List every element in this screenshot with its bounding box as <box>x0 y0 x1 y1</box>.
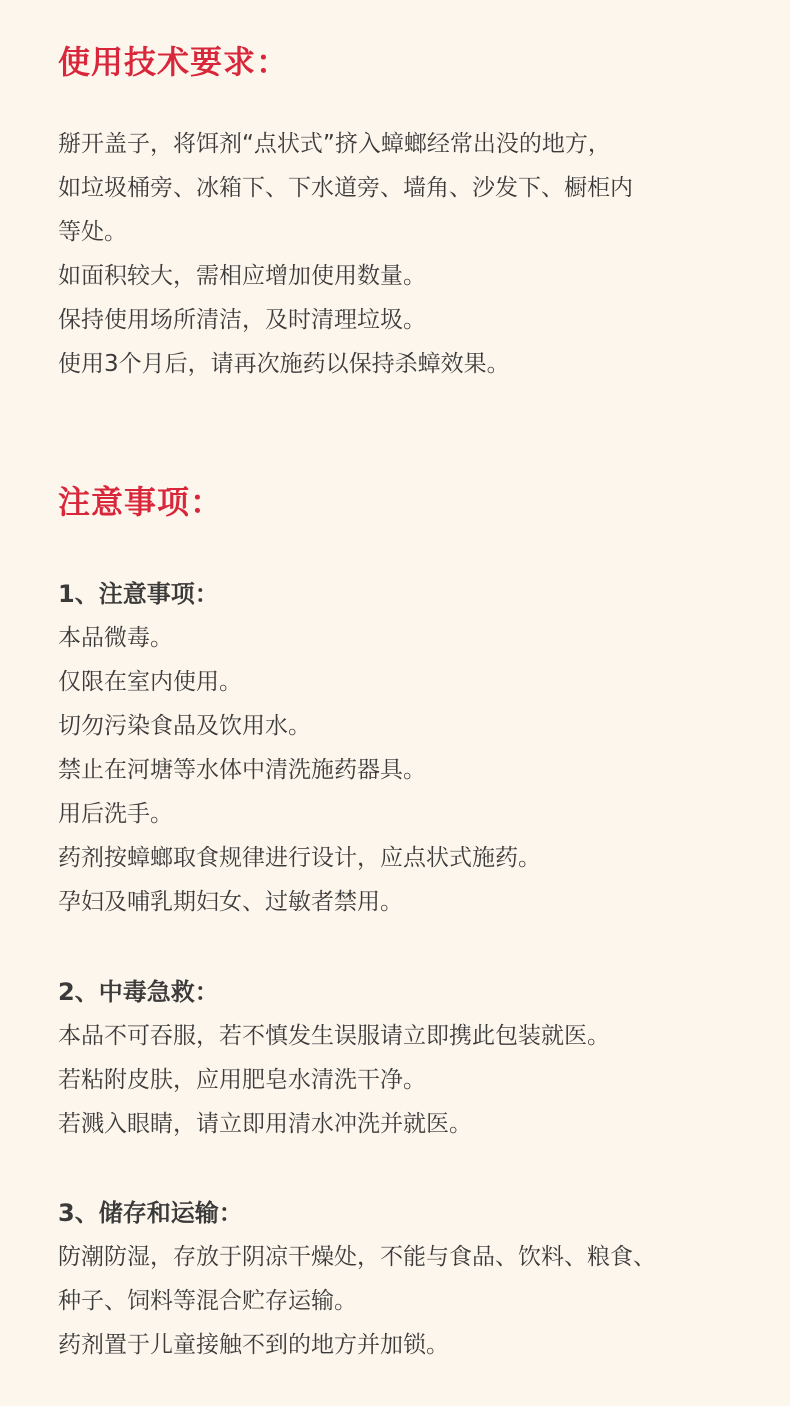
usage-requirements-heading: 使用技术要求： <box>58 43 290 81</box>
precautions-heading: 注意事项： <box>58 483 224 521</box>
precautions-subheading: 1、注意事项： <box>58 580 219 608</box>
precaution-line: 用后洗手。 <box>58 801 173 827</box>
storage-line: 防潮防湿，存放于阴凉干燥处，不能与食品、饮料、粮食、 <box>58 1244 656 1270</box>
precautions-section-1 <box>58 572 758 924</box>
precaution-line: 仅限在室内使用。 <box>58 669 242 695</box>
first-aid-line: 本品不可吞服，若不慎发生误服请立即携此包装就医。 <box>58 1023 610 1049</box>
precaution-line: 孕妇及哺乳期妇女、过敏者禁用。 <box>58 889 403 915</box>
usage-requirements-body <box>58 122 758 386</box>
storage-line: 种子、饲料等混合贮存运输。 <box>58 1288 357 1314</box>
first-aid-subheading: 2、中毒急救： <box>58 978 219 1006</box>
first-aid-line: 若溅入眼睛，请立即用清水冲洗并就医。 <box>58 1111 472 1137</box>
precaution-line: 切勿污染食品及饮用水。 <box>58 713 311 739</box>
precaution-line: 本品微毒。 <box>58 625 173 651</box>
usage-line: 使用3个月后，请再次施药以保持杀蟑效果。 <box>58 351 510 377</box>
usage-line: 如垃圾桶旁、冰箱下、下水道旁、墙角、沙发下、橱柜内 <box>58 175 633 201</box>
first-aid-section <box>58 970 758 1146</box>
first-aid-line: 若粘附皮肤，应用肥皂水清洗干净。 <box>58 1067 426 1093</box>
usage-line: 掰开盖子，将饵剂“点状式”挤入蟑螂经常出没的地方， <box>58 131 611 157</box>
precaution-line: 药剂按蟑螂取食规律进行设计，应点状式施药。 <box>58 845 541 871</box>
storage-line: 药剂置于儿童接触不到的地方并加锁。 <box>58 1332 449 1358</box>
storage-section <box>58 1191 758 1367</box>
storage-subheading: 3、储存和运输： <box>58 1199 243 1227</box>
usage-line: 如面积较大，需相应增加使用数量。 <box>58 263 426 289</box>
usage-line: 等处。 <box>58 219 127 245</box>
usage-line: 保持使用场所清洁，及时清理垃圾。 <box>58 307 426 333</box>
precaution-line: 禁止在河塘等水体中清洗施药器具。 <box>58 757 426 783</box>
